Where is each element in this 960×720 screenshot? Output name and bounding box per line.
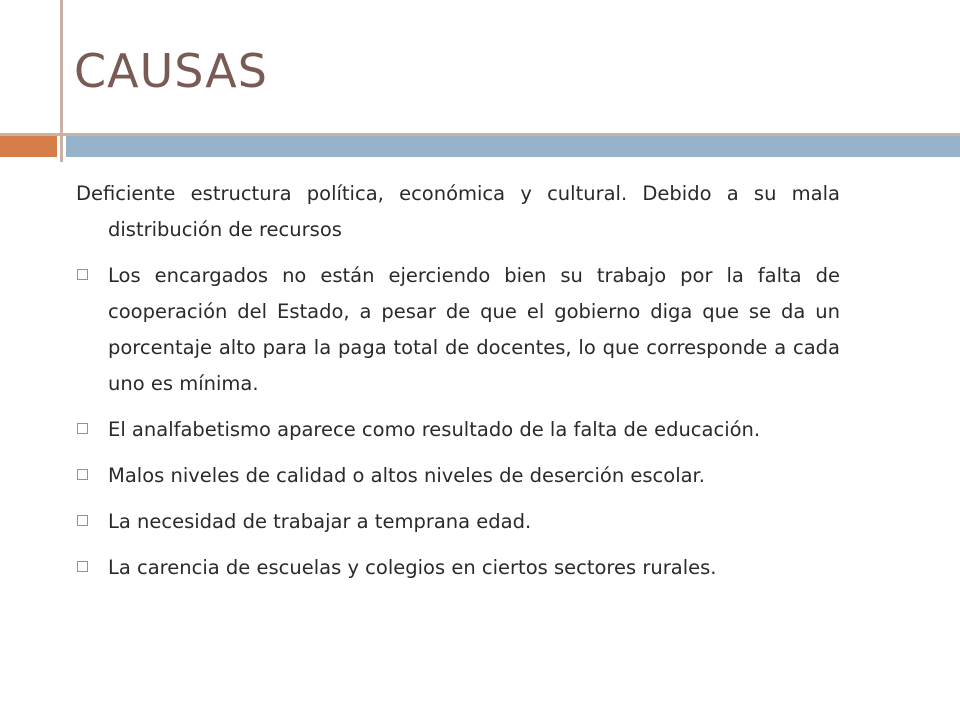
square-bullet-icon (77, 269, 88, 280)
bullet-item (76, 504, 840, 540)
bullet-item (76, 258, 840, 402)
square-bullet-icon (77, 561, 88, 572)
bullet-item (76, 412, 840, 448)
bullet-text: La necesidad de trabajar a temprana edad. (108, 510, 532, 533)
bullet-text: Los encargados no están ejerciendo bien su trabajo por la falta de cooperación del Estado, a pesar de que el gobierno diga que se da un porcentaje alto para la paga total de docentes, lo que corresponde a cada uno es mínima. (108, 264, 840, 395)
bullet-item (76, 550, 840, 586)
slide-title: CAUSAS (74, 44, 268, 98)
bullet-item (76, 458, 840, 494)
bullet-text: Malos niveles de calidad o altos niveles de deserción escolar. (108, 464, 705, 487)
title-vertical-rule (60, 0, 63, 162)
square-bullet-icon (77, 469, 88, 480)
intro-paragraph: Deficiente estructura política, económica y cultural. Debido a su mala distribución de recursos (76, 182, 840, 241)
accent-bar-orange (0, 136, 57, 157)
square-bullet-icon (77, 515, 88, 526)
bullet-text: El analfabetismo aparece como resultado de la falta de educación. (108, 418, 761, 441)
bullet-text: La carencia de escuelas y colegios en ciertos sectores rurales. (108, 556, 717, 579)
slide-body (76, 176, 840, 596)
accent-bar-blue (66, 136, 960, 157)
square-bullet-icon (77, 423, 88, 434)
